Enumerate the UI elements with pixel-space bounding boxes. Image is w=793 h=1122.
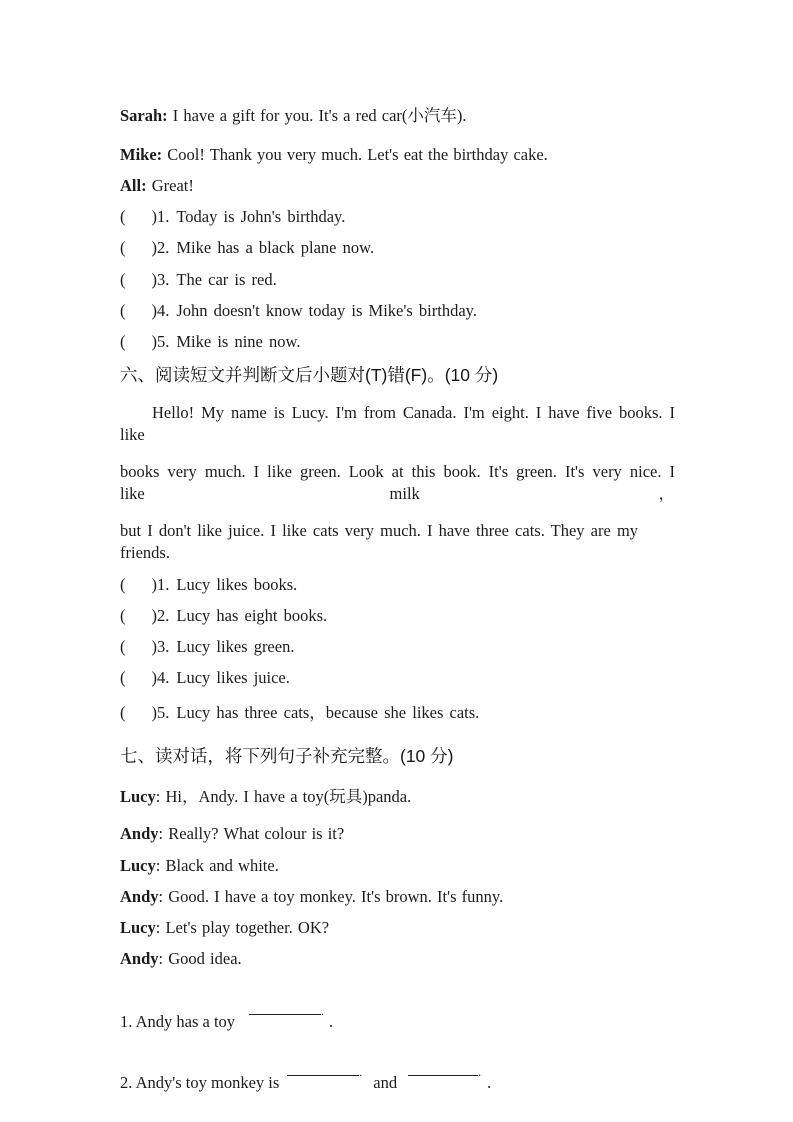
answer-paren-open: ( — [120, 207, 126, 226]
dialogue-line — [120, 917, 675, 939]
answer-paren-close: ) — [151, 207, 157, 226]
answer-blank-line — [287, 1070, 359, 1076]
answer-paren-open: ( — [120, 606, 126, 625]
fill-prefix: 1. Andy has a toy — [120, 1012, 236, 1031]
answer-paren-open: ( — [120, 270, 126, 289]
blank-period-small: . — [359, 1065, 363, 1079]
question-text: Mike is nine now. — [176, 332, 301, 351]
passage-line: books very much. I like green. Look at this book. It's green. It's very nice. I like milk， — [120, 462, 675, 503]
passage-line: but I don't like juice. I like cats very much. I have three cats. They are my friends. — [120, 521, 639, 562]
speaker-name: Lucy — [120, 918, 156, 937]
speaker-name: Lucy — [120, 787, 156, 806]
tf-question-row — [120, 574, 675, 596]
question-number: 1. — [157, 207, 170, 226]
dialogue-text: Great! — [146, 176, 194, 195]
dialogue-text: : Good. I have a toy monkey. It's brown. It's funny. — [158, 887, 504, 906]
question-number: 5. — [157, 332, 170, 351]
dialogue-line — [120, 786, 675, 808]
question-text: Today is John's birthday. — [176, 207, 346, 226]
answer-paren-close: ) — [151, 703, 157, 722]
tf-question-row — [120, 269, 675, 291]
answer-paren-close: ) — [151, 270, 157, 289]
dialogue-line — [120, 175, 675, 197]
dialogue-text: : Let's play together. OK? — [155, 918, 330, 937]
dialogue-text: Cool! Thank you very much. Let's eat the birthday cake. — [162, 145, 548, 164]
speaker-name: Andy — [120, 887, 159, 906]
dialogue-line — [120, 855, 675, 877]
answer-paren-open: ( — [120, 238, 126, 257]
question-number: 1. — [157, 575, 170, 594]
question-number: 4. — [157, 301, 170, 320]
answer-paren-open: ( — [120, 301, 126, 320]
question-text: Lucy likes green. — [176, 637, 295, 656]
question-text: Lucy has three cats，because she likes cats. — [176, 703, 480, 722]
dialogue-text: : Hi，Andy. I have a toy(玩具)panda. — [155, 787, 412, 806]
question-number: 2. — [157, 238, 170, 257]
speaker-name: Andy — [120, 824, 159, 843]
dialogue-text: : Black and white. — [155, 856, 279, 875]
tf-question-row — [120, 702, 675, 724]
answer-blank-line — [249, 1009, 321, 1015]
answer-paren-open: ( — [120, 637, 126, 656]
dialogue-line — [120, 823, 675, 845]
question-number: 5. — [157, 703, 170, 722]
tf-question-row — [120, 206, 675, 228]
blank-period-small: . — [321, 1004, 325, 1018]
dialogue-line — [120, 948, 675, 970]
question-number: 2. — [157, 606, 170, 625]
answer-paren-close: ) — [151, 637, 157, 656]
section-six-heading: 六、阅读短文并判断文后小题对(T)错(F)。(10 分) — [120, 365, 499, 385]
reading-passage — [120, 402, 675, 564]
answer-paren-open: ( — [120, 703, 126, 722]
fill-suffix: . — [329, 1012, 334, 1031]
fill-question-row — [120, 1065, 675, 1095]
fill-prefix: 2. Andy's toy monkey is — [120, 1073, 280, 1092]
tf-question-row — [120, 667, 675, 689]
tf-question-row — [120, 237, 675, 259]
tf-question-row — [120, 636, 675, 658]
tf-question-row — [120, 331, 675, 353]
answer-paren-close: ) — [151, 575, 157, 594]
answer-paren-close: ) — [151, 332, 157, 351]
passage-line: Hello! My name is Lucy. I'm from Canada. I'm eight. I have five books. I like — [120, 403, 675, 444]
question-text: Lucy likes juice. — [176, 668, 290, 687]
dialogue-line — [120, 105, 675, 127]
tf-question-row — [120, 605, 675, 627]
answer-paren-open: ( — [120, 575, 126, 594]
answer-paren-open: ( — [120, 332, 126, 351]
question-number: 3. — [157, 637, 170, 656]
tf-question-row — [120, 300, 675, 322]
dialogue-text: : Good idea. — [158, 949, 242, 968]
answer-paren-open: ( — [120, 668, 126, 687]
question-text: Lucy has eight books. — [176, 606, 328, 625]
speaker-name: Sarah: — [120, 106, 168, 125]
speaker-name: Andy — [120, 949, 159, 968]
answer-paren-close: ) — [151, 668, 157, 687]
speaker-name: Mike: — [120, 145, 163, 164]
dialogue-text: : Really? What colour is it? — [158, 824, 345, 843]
answer-paren-close: ) — [151, 606, 157, 625]
question-text: The car is red. — [176, 270, 277, 289]
fill-question-row — [120, 1004, 675, 1034]
answer-paren-close: ) — [151, 301, 157, 320]
fill-suffix: . — [487, 1073, 492, 1092]
dialogue-line — [120, 886, 675, 908]
question-text: Mike has a black plane now. — [176, 238, 375, 257]
speaker-name: Lucy — [120, 856, 156, 875]
question-text: Lucy likes books. — [176, 575, 298, 594]
dialogue-text: I have a gift for you. It's a red car(小汽车). — [167, 106, 467, 125]
blank-period-small: . — [478, 1065, 482, 1079]
question-number: 4. — [157, 668, 170, 687]
question-number: 3. — [157, 270, 170, 289]
answer-paren-close: ) — [151, 238, 157, 257]
fill-connector: and — [373, 1073, 398, 1092]
dialogue-line — [120, 144, 675, 166]
section-seven-heading: 七、读对话，将下列句子补充完整。(10 分) — [120, 746, 454, 766]
answer-blank-line — [408, 1070, 478, 1076]
question-text: John doesn't know today is Mike's birthday. — [176, 301, 477, 320]
speaker-name: All: — [120, 176, 147, 195]
